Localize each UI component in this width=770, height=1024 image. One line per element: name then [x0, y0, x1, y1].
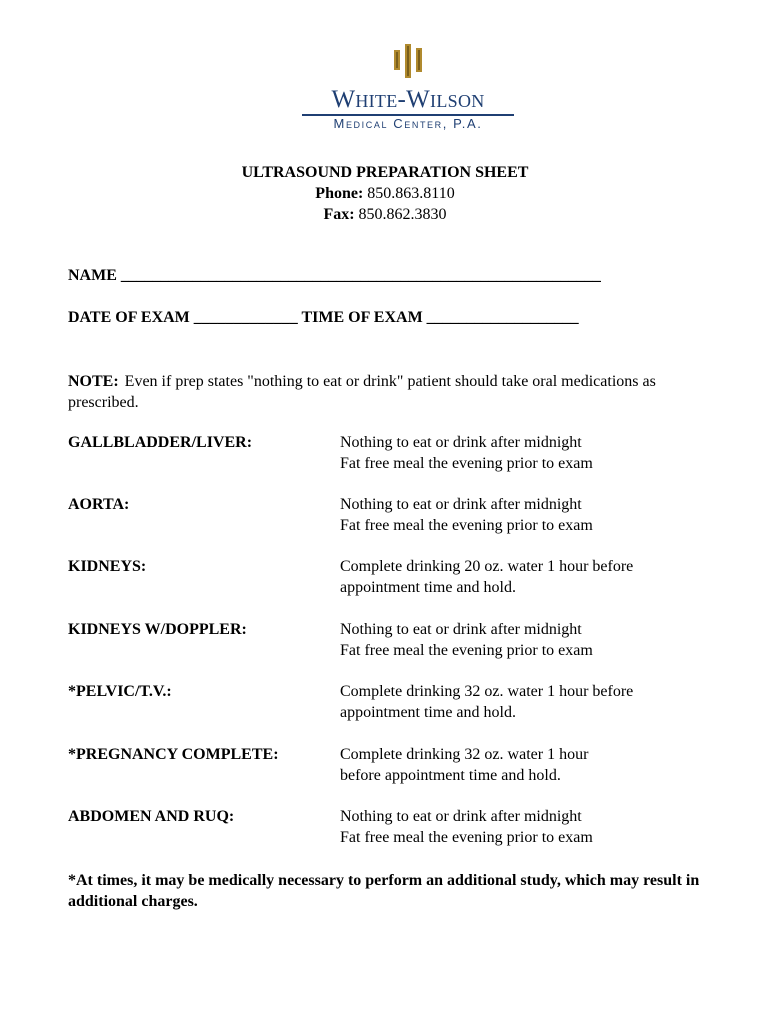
- prep-instructions: [340, 744, 685, 786]
- prep-instruction-line: Nothing to eat or drink after midnight: [340, 434, 582, 451]
- prep-instruction-line: appointment time and hold.: [340, 579, 516, 596]
- prep-row: [68, 619, 728, 663]
- prep-row: [68, 806, 728, 850]
- logo-name: White-Wilson: [331, 86, 485, 113]
- prep-instruction-line: Nothing to eat or drink after midnight: [340, 808, 582, 825]
- prep-exam-name: GALLBLADDER/LIVER:: [68, 434, 253, 451]
- prep-instruction-line: Fat free meal the evening prior to exam: [340, 455, 593, 472]
- prep-instruction-line: appointment time and hold.: [340, 704, 516, 721]
- prep-row: [68, 744, 728, 788]
- prep-instruction-line: Complete drinking 32 oz. water 1 hour before: [340, 683, 634, 700]
- page-title: ULTRASOUND PREPARATION SHEET: [241, 164, 529, 181]
- prep-instructions: [340, 619, 685, 661]
- header-block: [0, 162, 770, 225]
- prep-instruction-line: Fat free meal the evening prior to exam: [340, 517, 593, 534]
- prep-instructions: [340, 432, 685, 474]
- prep-row: [68, 432, 728, 476]
- prep-row: [68, 556, 728, 600]
- prep-instruction-line: before appointment time and hold.: [340, 767, 561, 784]
- prep-instruction-line: Nothing to eat or drink after midnight: [340, 496, 582, 513]
- prep-instructions: [340, 806, 685, 848]
- prep-instructions: [340, 494, 685, 536]
- phone-value: 850.863.8110: [367, 185, 455, 202]
- phone-line: [0, 183, 770, 204]
- logo-bars-icon: [391, 44, 425, 78]
- name-field: NAME ____________________________________________________________: [68, 267, 601, 284]
- prep-instructions: [340, 556, 685, 598]
- note-label: NOTE:: [68, 373, 119, 390]
- prep-row: [68, 681, 728, 725]
- note-text: Even if prep states "nothing to eat or drink" patient should take oral medications as prescribed.: [68, 373, 656, 411]
- prep-exam-name: AORTA:: [68, 496, 130, 513]
- prep-exam-name: *PELVIC/T.V.:: [68, 683, 172, 700]
- prep-exam-name: KIDNEYS W/DOPPLER:: [68, 621, 247, 638]
- logo-subtitle: Medical Center, P.A.: [333, 116, 483, 131]
- fax-label: Fax:: [323, 206, 355, 223]
- prep-row: [68, 494, 728, 538]
- additional-charges-note: *At times, it may be medically necessary to perform an additional study, which may result in additional charges.: [68, 872, 700, 910]
- fax-line: [0, 204, 770, 225]
- clinic-logo: [298, 44, 518, 134]
- prep-instruction-line: Nothing to eat or drink after midnight: [340, 621, 582, 638]
- prep-exam-name: KIDNEYS:: [68, 558, 147, 575]
- prep-instructions: [340, 681, 685, 723]
- prep-exam-name: ABDOMEN AND RUQ:: [68, 808, 235, 825]
- prep-instruction-line: Complete drinking 32 oz. water 1 hour: [340, 746, 589, 763]
- prep-instruction-line: Fat free meal the evening prior to exam: [340, 829, 593, 846]
- date-time-field: DATE OF EXAM _____________ TIME OF EXAM ___________________: [68, 309, 579, 326]
- prep-instruction-line: Complete drinking 20 oz. water 1 hour before: [340, 558, 634, 575]
- phone-label: Phone:: [315, 185, 364, 202]
- prep-exam-name: *PREGNANCY COMPLETE:: [68, 746, 279, 763]
- fax-value: 850.862.3830: [358, 206, 447, 223]
- prep-instruction-line: Fat free meal the evening prior to exam: [340, 642, 593, 659]
- note-paragraph: [68, 371, 728, 413]
